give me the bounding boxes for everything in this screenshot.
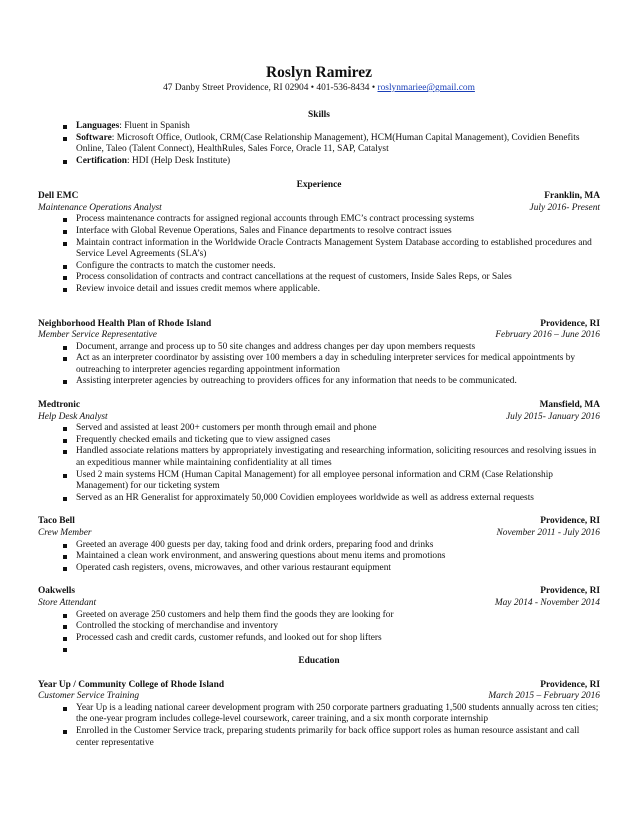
list-item: Review invoice detail and issues credit memos where applicable. xyxy=(38,284,600,296)
job-dates: July 2015- January 2016 xyxy=(506,411,600,422)
skills-list xyxy=(38,121,600,167)
list-item: Year Up is a leading national career development program with 250 corporate partners graduating 1,500 students annually across ten cities; the one-year program includes college-level coursework, career training, and a six month corporate internship xyxy=(38,703,600,726)
candidate-name: Roslyn Ramirez xyxy=(265,64,373,81)
list-item: Frequently checked emails and ticketing que to view assigned cases xyxy=(38,435,600,447)
company-name: Taco Bell xyxy=(38,516,75,527)
contact-line xyxy=(38,83,600,95)
skill-label: Software xyxy=(76,132,112,143)
skill-item xyxy=(38,121,600,133)
school-header xyxy=(38,680,600,692)
list-item: Process consolidation of contracts and contract cancellations at the request of customers, Inside Sales Reps, or Sales xyxy=(38,272,600,284)
phone: 401-536-8434 xyxy=(316,83,370,93)
list-item: Used 2 main systems HCM (Human Capital Management) for all employee personal information and CRM (Case Relationship Management) for our ticketing system xyxy=(38,470,600,493)
skill-item xyxy=(38,133,600,156)
list-item: Handled associate relations matters by appropriately investigating and researching information, soliciting resources and resolving issues in an expeditious manner while maintaining confidentiality at all times xyxy=(38,446,600,469)
separator: • xyxy=(310,83,315,93)
job-bullets xyxy=(38,540,600,575)
job-dates: May 2014 - November 2014 xyxy=(494,597,600,608)
list-item: Processed cash and credit cards, customer refunds, and looked out for shop lifters xyxy=(38,633,600,645)
skill-item xyxy=(38,156,600,168)
list-item: Maintained a clean work environment, and answering questions about menu items and promotions xyxy=(38,551,600,563)
list-item xyxy=(38,644,600,656)
skill-label: Certification xyxy=(76,155,128,166)
list-item: Greeted on average 250 customers and help them find the goods they are looking for xyxy=(38,610,600,622)
list-item: Maintain contract information in the Worldwide Oracle Contracts Management System Database according to established procedures and Service Level Agreements (SLA’s) xyxy=(38,238,600,261)
job-subheader xyxy=(38,412,600,424)
experience-heading: Experience xyxy=(296,179,342,190)
job-role: Help Desk Analyst xyxy=(38,411,108,422)
job-location: Providence, RI xyxy=(540,586,600,597)
job-location: Providence, RI xyxy=(540,516,600,527)
job-header xyxy=(38,400,600,412)
job-role: Maintenance Operations Analyst xyxy=(38,202,162,213)
list-item: Configure the contracts to match the customer needs. xyxy=(38,261,600,273)
job-role: Crew Member xyxy=(38,528,92,538)
job-dates: February 2016 – June 2016 xyxy=(495,330,600,341)
list-item: Assisting interpreter agencies by outreaching to providers offices for any information that needs to be communicated. xyxy=(38,376,600,388)
company-name: Neighborhood Health Plan of Rhode Island xyxy=(38,318,212,329)
job-location: Providence, RI xyxy=(540,318,600,329)
job-dates: November 2011 - July 2016 xyxy=(496,528,600,538)
job-subheader xyxy=(38,528,600,540)
job-location: Mansfield, MA xyxy=(539,400,600,411)
school-location: Providence, RI xyxy=(540,679,600,690)
company-name: Medtronic xyxy=(38,400,81,411)
list-item: Served and assisted at least 200+ customers per month through email and phone xyxy=(38,423,600,435)
education-heading: Education xyxy=(298,655,340,666)
program-name: Customer Service Training xyxy=(38,691,140,702)
list-item: Interface with Global Revenue Operations, Sales and Finance departments to resolve contract issues xyxy=(38,226,600,238)
job-bullets xyxy=(38,342,600,388)
list-item: Enrolled in the Customer Service track, preparing students primarily for back office support roles as human resource assistant and call center representative xyxy=(38,726,600,749)
job-bullets xyxy=(38,214,600,295)
school-subheader xyxy=(38,691,600,703)
skills-heading: Skills xyxy=(308,109,330,120)
skill-text: : HDI (Help Desk Institute) xyxy=(127,155,231,166)
list-item: Greeted an average 400 guests per day, taking food and drink orders, preparing food and drinks xyxy=(38,540,600,552)
education-bullets xyxy=(38,703,600,749)
program-dates: March 2015 – February 2016 xyxy=(488,691,600,702)
job-location: Franklin, MA xyxy=(544,191,600,202)
skill-label: Languages xyxy=(76,121,120,132)
school-name: Year Up / Community College of Rhode Island xyxy=(38,679,225,690)
job-subheader xyxy=(38,598,600,610)
job-bullets xyxy=(38,423,600,504)
skill-text: : Microsoft Office, Outlook, CRM(Case Relationship Management), HCM(Human Capital Management), Covidien Benefits Online, Taleo (Talent Connect), HealthRules, Sales Force, Oracle 11, SAP, Catalyst xyxy=(76,132,580,155)
list-item: Document, arrange and process up to 50 site changes and address changes per day upon members requests xyxy=(38,342,600,354)
job-header xyxy=(38,516,600,528)
separator: • xyxy=(371,83,376,93)
list-item: Controlled the stocking of merchandise and inventory xyxy=(38,621,600,633)
list-item: Process maintenance contracts for assigned regional accounts through EMC’s contract processing systems xyxy=(38,214,600,226)
job-header xyxy=(38,586,600,598)
skill-text: : Fluent in Spanish xyxy=(119,121,190,132)
job-header xyxy=(38,319,600,331)
list-item: Served as an HR Generalist for approximately 50,000 Covidien employees worldwide as well as address external requests xyxy=(38,493,600,505)
job-role: Member Service Representative xyxy=(38,330,157,341)
job-header xyxy=(38,191,600,203)
job-subheader xyxy=(38,330,600,342)
address: 47 Danby Street Providence, RI 02904 xyxy=(163,83,309,93)
email-link[interactable]: roslynmariee@gmail.com xyxy=(377,83,475,93)
job-subheader xyxy=(38,203,600,215)
job-dates: July 2016- Present xyxy=(529,202,600,213)
company-name: Oakwells xyxy=(38,586,75,597)
job-role: Store Attendant xyxy=(38,597,97,608)
job-bullets xyxy=(38,610,600,656)
list-item: Act as an interpreter coordinator by assisting over 100 members a day in scheduling interpreter services for medical appointments by outreaching to interpreter agencies regarding appointment information xyxy=(38,353,600,376)
list-item: Operated cash registers, ovens, microwaves, and other various restaurant equipment xyxy=(38,563,600,575)
company-name: Dell EMC xyxy=(38,191,79,202)
